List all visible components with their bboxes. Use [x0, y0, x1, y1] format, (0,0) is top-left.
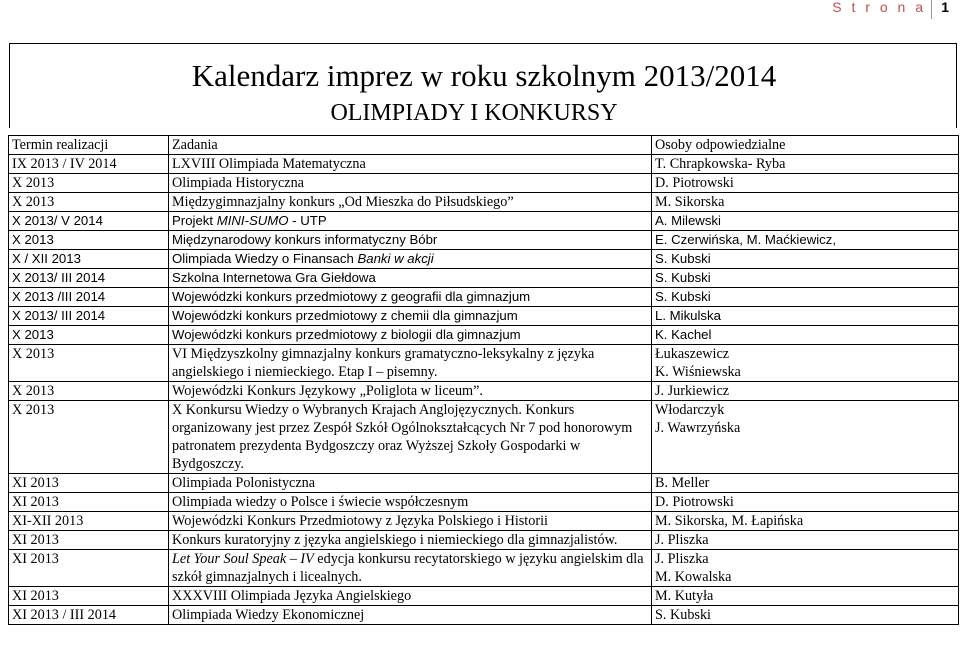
task-cell: Konkurs kuratoryjny z języka angielskiego i niemieckiego dla gimnazjalistów.	[169, 531, 652, 550]
task-cell: LXVIII Olimpiada Matematyczna	[169, 155, 652, 174]
persons-cell: J. Jurkiewicz	[652, 382, 959, 401]
task-text: - UTP	[288, 213, 327, 228]
task-cell: VI Międzyszkolny gimnazjalny konkurs gramatyczno-leksykalny z języka angielskiego i niemieckiego. Etap I – pisemny.	[169, 345, 652, 382]
task-cell: Wojewódzki Konkurs Językowy „Poliglota w liceum”.	[169, 382, 652, 401]
table-row	[9, 288, 959, 307]
task-cell: Olimpiada Historyczna	[169, 174, 652, 193]
page-title: Kalendarz imprez w roku szkolnym 2013/2014	[191, 58, 777, 93]
persons-cell: S. Kubski	[652, 606, 959, 625]
term-cell: X 2013	[9, 174, 169, 193]
term-cell: XI 2013	[9, 587, 169, 606]
term-cell: X 2013	[9, 326, 169, 345]
task-cell: Olimpiada Wiedzy Ekonomicznej	[169, 606, 652, 625]
persons-cell: D. Piotrowski	[652, 174, 959, 193]
persons-cell: S. Kubski	[652, 250, 959, 269]
task-cell: Olimpiada wiedzy o Polsce i świecie współczesnym	[169, 493, 652, 512]
column-header-term: Termin realizacji	[9, 136, 169, 155]
persons-cell: E. Czerwińska, M. Maćkiewicz,	[652, 231, 959, 250]
persons-cell: K. Kachel	[652, 326, 959, 345]
persons-cell: L. Mikulska	[652, 307, 959, 326]
table-row	[9, 345, 959, 382]
column-header-task: Zadania	[169, 136, 652, 155]
term-cell: XI 2013 / III 2014	[9, 606, 169, 625]
task-emphasis: Banki w akcji	[357, 251, 434, 266]
page-label: S t r o n a	[832, 0, 926, 15]
task-cell: X Konkursu Wiedzy o Wybranych Krajach Anglojęzycznych. Konkurs organizowany jest przez Zespół Szkół Ogólnokształcących Nr 7 pod honorowym patronatem prezydenta Bydgoszczy oraz Wyższej Szkoły Gospodarki w Bydgoszczy.	[169, 401, 652, 474]
term-cell: X 2013/ V 2014	[9, 212, 169, 231]
table-row	[9, 326, 959, 345]
person-name: Włodarczyk	[655, 402, 725, 418]
persons-cell: T. Chrapkowska- Ryba	[652, 155, 959, 174]
term-cell: XI 2013	[9, 493, 169, 512]
term-cell: X 2013 /III 2014	[9, 288, 169, 307]
term-cell: X 2013/ III 2014	[9, 307, 169, 326]
table-row	[9, 587, 959, 606]
task-cell: Wojewódzki konkurs przedmiotowy z biologii dla gimnazjum	[169, 326, 652, 345]
task-text: Projekt	[172, 213, 217, 228]
task-cell: Olimpiada Polonistyczna	[169, 474, 652, 493]
person-name: Łukaszewicz	[655, 346, 730, 362]
task-cell: Wojewódzki Konkurs Przedmiotowy z Języka Polskiego i Historii	[169, 512, 652, 531]
task-cell	[169, 212, 652, 231]
persons-cell	[652, 550, 959, 587]
persons-cell: S. Kubski	[652, 288, 959, 307]
person-name: M. Kowalska	[655, 569, 732, 585]
persons-cell	[652, 345, 959, 382]
task-cell: Międzygimnazjalny konkurs „Od Mieszka do Piłsudskiego”	[169, 193, 652, 212]
term-cell: XI-XII 2013	[9, 512, 169, 531]
column-header-persons: Osoby odpowiedzialne	[652, 136, 959, 155]
table-row	[9, 531, 959, 550]
table-row	[9, 382, 959, 401]
persons-cell: B. Meller	[652, 474, 959, 493]
term-cell: XI 2013	[9, 474, 169, 493]
task-cell: Międzynarodowy konkurs informatyczny Bóbr	[169, 231, 652, 250]
table-row	[9, 269, 959, 288]
persons-cell: A. Milewski	[652, 212, 959, 231]
task-cell	[169, 550, 652, 587]
table-row	[9, 550, 959, 587]
table-row	[9, 512, 959, 531]
person-name: J. Wawrzyńska	[655, 420, 741, 436]
task-cell: Wojewódzki konkurs przedmiotowy z geografii dla gimnazjum	[169, 288, 652, 307]
table-row	[9, 474, 959, 493]
task-cell: Wojewódzki konkurs przedmiotowy z chemii dla gimnazjum	[169, 307, 652, 326]
table-row	[9, 174, 959, 193]
term-cell: XI 2013	[9, 531, 169, 550]
term-cell: X 2013/ III 2014	[9, 269, 169, 288]
persons-cell: D. Piotrowski	[652, 493, 959, 512]
table-row	[9, 250, 959, 269]
persons-cell: M. Sikorska, M. Łapińska	[652, 512, 959, 531]
page-header	[0, 0, 960, 24]
person-name: J. Pliszka	[655, 551, 709, 567]
page-number: 1	[941, 0, 949, 15]
term-cell: X 2013	[9, 382, 169, 401]
term-cell: X 2013	[9, 231, 169, 250]
term-cell: IX 2013 / IV 2014	[9, 155, 169, 174]
term-cell: X 2013	[9, 345, 169, 382]
task-cell: Szkolna Internetowa Gra Giełdowa	[169, 269, 652, 288]
persons-cell: M. Kutyła	[652, 587, 959, 606]
table-row	[9, 231, 959, 250]
term-cell: X 2013	[9, 401, 169, 474]
section-subtitle: OLIMPIADY I KONKURSY	[330, 100, 618, 126]
table-row	[9, 606, 959, 625]
table-row	[9, 493, 959, 512]
task-text: Olimpiada Wiedzy o Finansach	[172, 251, 358, 266]
events-table	[8, 135, 959, 625]
term-cell: XI 2013	[9, 550, 169, 587]
persons-cell	[652, 401, 959, 474]
table-row	[9, 155, 959, 174]
task-cell	[169, 250, 652, 269]
persons-cell: M. Sikorska	[652, 193, 959, 212]
person-name: K. Wiśniewska	[655, 364, 741, 380]
table-row	[9, 212, 959, 231]
table-row	[9, 401, 959, 474]
term-cell: X 2013	[9, 193, 169, 212]
task-emphasis: Let Your Soul Speak – IV	[172, 551, 314, 567]
persons-cell: S. Kubski	[652, 269, 959, 288]
page-separator	[931, 0, 932, 19]
term-cell: X / XII 2013	[9, 250, 169, 269]
table-row	[9, 193, 959, 212]
task-cell: XXXVIII Olimpiada Języka Angielskiego	[169, 587, 652, 606]
task-emphasis: MINI-SUMO	[216, 213, 289, 228]
persons-cell: J. Pliszka	[652, 531, 959, 550]
task-text: edycja konkursu recytatorskiego w języku angielskim dla szkół gimnazjalnych i licealnych.	[172, 551, 644, 585]
table-header-row	[9, 136, 959, 155]
table-row	[9, 307, 959, 326]
